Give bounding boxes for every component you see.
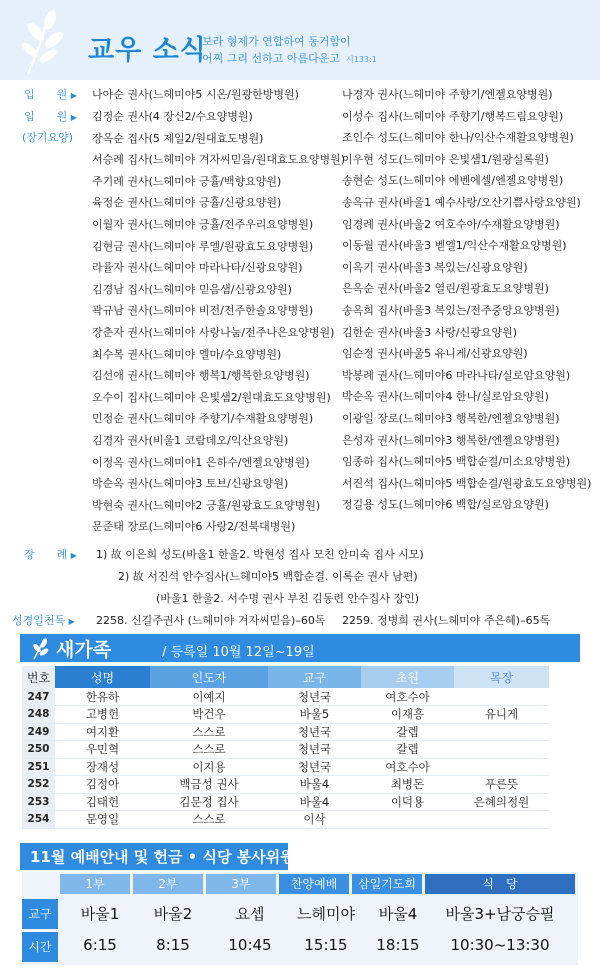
table-cell: 청년국 — [268, 688, 361, 706]
table-cell: 248 — [22, 706, 55, 724]
table-cell — [454, 811, 549, 829]
list-item: 육정순 권사(느헤미야 긍휼/신광요양원) — [92, 196, 282, 210]
table-cell: 252 — [22, 776, 55, 794]
service-group: 바울4 — [378, 905, 418, 923]
verse-line2: 어찌 그리 선하고 아름다운고 — [202, 52, 341, 65]
service-time: 6:15 — [83, 936, 117, 954]
col-header: 초원 — [361, 666, 454, 688]
list-item: 박순옥 권사(느헤미야4 한나/실로암요양원) — [342, 390, 549, 404]
verse-line1: 보라 형제가 연합하여 동거함이 — [202, 35, 351, 48]
service-row-label: 교구 — [22, 899, 58, 929]
service-time: 8:15 — [156, 936, 190, 954]
table-cell: 문영일 — [55, 811, 150, 829]
col-header: 목장 — [454, 666, 549, 688]
list-item: 오수이 집사(느헤미야 은빛샘2/원대효도요양병원) — [92, 390, 331, 404]
table-cell: 여지환 — [55, 723, 150, 741]
list-item: 이월자 권사(느헤미야 긍휼/전주우리요양병원) — [92, 218, 314, 231]
table-row — [22, 723, 549, 741]
list-item: 박현숙 권사(느헤미야2 긍휼/원광효도요양병원) — [92, 498, 321, 512]
table-cell: 스스로 — [150, 741, 268, 759]
table-row — [22, 793, 549, 811]
list-item: 정길용 성도(느헤미야6 백합/실로암요양원) — [342, 498, 549, 512]
service-title: 11월 예배안내 및 헌금 • 식당 봉사위원 — [30, 848, 295, 866]
newfamily-subtitle: / 등록일 10월 12일~19일 — [162, 645, 315, 660]
leaf-branch-icon — [14, 6, 74, 78]
table-row — [22, 706, 549, 724]
table-cell: 청년국 — [268, 723, 361, 741]
table-cell: 박건우 — [150, 706, 268, 724]
table-row — [22, 758, 549, 776]
list-item: 송옥규 권사(바울1 예수사랑/오산기쁨사랑요양원) — [342, 196, 581, 209]
list-item: 김경남 집사(느헤미야 믿음샘/신광요양원) — [92, 282, 292, 296]
service-group: 바울3+남궁승필 — [445, 905, 555, 923]
list-item: 김정순 권사(4 장신2/수요양병원) — [92, 110, 253, 123]
list-item: 이우현 성도(느헤미야 은빛샘1/원광실록원) — [342, 152, 549, 166]
table-cell: 김문정 집사 — [150, 793, 268, 811]
service-group: 요셉 — [235, 905, 265, 923]
service-group: 바울1 — [80, 905, 120, 923]
table-cell: 254 — [22, 811, 55, 829]
table-cell: 우민혁 — [55, 741, 150, 759]
list-item: 장옥순 집사(5 제일2/원대효도병원) — [92, 131, 264, 145]
list-item: 김경자 권사(비울1 코람데오/익산요양원) — [92, 434, 289, 447]
table-cell: 김정아 — [55, 776, 150, 794]
verse-reference: 시133:1 — [346, 55, 377, 64]
list-item: 서승례 집사(느헤미야 겨자씨믿음/원대효도요양병원) — [92, 153, 346, 167]
table-cell: 백금성 권사 — [150, 776, 268, 794]
table-cell: 청년국 — [268, 741, 361, 759]
list-item: 민정순 권사(느헤미야 주향기/수재활요양병원) — [92, 412, 314, 426]
table-cell — [454, 688, 549, 706]
list-item: 이광일 장로(느헤미야3 행복한/엔젤요양병원) — [342, 412, 560, 425]
admit-text: 나야순 권사(느헤미야5 시온/원광한방병원) — [92, 88, 299, 101]
table-cell: 이덕용 — [361, 793, 454, 811]
service-col-header: 삼일기도회 — [352, 874, 422, 894]
table-cell: 이삭 — [268, 811, 361, 829]
service-time: 15:15 — [304, 936, 348, 954]
service-group: 느헤미야 — [297, 905, 355, 923]
list-item: 문준태 장로(느헤미야6 사랑2/전북대병원) — [92, 520, 296, 534]
reading-item-1: 2258. 신길주권사 (느헤미야 겨자씨믿음)–60독 — [96, 614, 326, 627]
list-item: 이옥기 권사(바울3 복있는/신광요양원) — [342, 260, 528, 274]
table-cell: 스스로 — [150, 723, 268, 741]
list-item: 임경례 권사(바울2 여호수아/수재활요양병원) — [342, 217, 560, 231]
list-item: 송옥희 집사(바울3 복있는/전주중앙요양병원) — [342, 304, 560, 317]
list-item: 임순정 권사(바울5 유니게/신광요양원) — [342, 347, 528, 361]
list-item: 송현순 성도(느헤미야 에벤에셀/엔젤요양병원) — [342, 174, 564, 188]
list-item: 은옥순 권사(바울2 열린/원광효도요양병원) — [342, 282, 549, 296]
list-item: 박봉례 권사(느헤미야6 마라나타/실로암요양원) — [342, 368, 571, 382]
table-cell — [454, 723, 549, 741]
table-cell: 유니게 — [454, 706, 549, 724]
list-item: 주기례 권사(느헤미야 긍휼/백향요양원) — [92, 174, 282, 188]
funeral-item-1: 1) 故 이은희 성도(바울1 한울2. 박현성 집사 모친 안미숙 집사 시모) — [96, 548, 424, 561]
service-col-header: 2부 — [133, 874, 203, 894]
arrow-icon: ▶ — [68, 617, 75, 626]
col-header: 성명 — [55, 666, 150, 688]
table-cell — [454, 758, 549, 776]
funeral-item-3: (바울1 한울2. 서수명 권사 부친 김동련 안수집사 장인) — [156, 592, 420, 605]
funeral-label: 장 례 ▶ — [24, 548, 77, 561]
table-row — [22, 776, 549, 794]
list-item: 이동월 권사(바울3 벧엘1/익산수재활요양병원) — [342, 239, 567, 253]
list-item: 장춘자 권사(느헤미야 사랑나눔/전주나은요양병원) — [92, 326, 335, 339]
service-row-label: 시간 — [22, 932, 58, 962]
table-cell — [361, 811, 454, 829]
col-header: 인도자 — [150, 666, 268, 688]
list-item: 최수복 권사(느헤미야 엘마/수요양병원) — [92, 347, 282, 361]
table-cell: 250 — [22, 741, 55, 759]
table-cell: 여호수아 — [361, 688, 454, 706]
table-cell: 스스로 — [150, 811, 268, 829]
table-cell: 247 — [22, 688, 55, 706]
arrow-icon: ▶ — [70, 113, 77, 122]
service-col-header: 3부 — [206, 874, 276, 894]
list-item: 김현금 권사(느헤미야 루엘/원광효도요양병원) — [92, 239, 314, 253]
table-cell: 갈렙 — [361, 741, 454, 759]
table-cell: 장재성 — [55, 758, 150, 776]
table-cell: 251 — [22, 758, 55, 776]
table-cell: 바울4 — [268, 776, 361, 794]
table-cell: 청년국 — [268, 758, 361, 776]
col-header: 교구 — [268, 666, 361, 688]
table-cell: 갈렙 — [361, 723, 454, 741]
table-cell: 이예지 — [150, 688, 268, 706]
page-title: 교우 소식 — [88, 35, 207, 66]
table-cell: 한유하 — [55, 688, 150, 706]
list-item: 박순옥 권사(느헤미야3 토브/신광요양원) — [92, 477, 289, 491]
table-cell: 253 — [22, 793, 55, 811]
service-time: 10:45 — [228, 936, 272, 954]
arrow-icon: ▶ — [70, 91, 77, 100]
funeral-item-2: 2) 故 서진석 안수집사(느헤미야5 백합순결. 이록순 권사 남편) — [118, 570, 418, 583]
table-cell: 고병헌 — [55, 706, 150, 724]
table-row — [22, 811, 549, 829]
list-item: 조인수 성도(느헤미야 한나/익산수재활요양병원) — [342, 131, 574, 145]
service-time: 10:30~13:30 — [450, 936, 550, 954]
admit2-label: 입 원 ▶ — [24, 110, 77, 123]
arrow-icon: ▶ — [70, 551, 77, 560]
newfamily-title: 새가족 — [56, 639, 112, 661]
service-col-header: 식 당 — [425, 874, 575, 894]
table-cell: 바울4 — [268, 793, 361, 811]
table-row — [22, 688, 549, 706]
table-cell — [454, 741, 549, 759]
table-header-row — [22, 666, 549, 688]
list-item: 이성수 집사(느헤미야 주향기/행복드림요양원) — [342, 109, 564, 123]
list-item: 김선애 권사(느헤미야 행복1/행복한요양병원) — [92, 369, 310, 383]
table-cell: 푸른뜻 — [454, 776, 549, 794]
service-col-header: 1부 — [60, 874, 130, 894]
list-item: 라율자 권사(느헤미야 마라나타/신광요양원) — [92, 261, 303, 275]
table-cell: 바울5 — [268, 706, 361, 724]
table-cell: 249 — [22, 723, 55, 741]
care-label: (장기요양) — [22, 131, 74, 144]
table-row — [22, 741, 549, 759]
table-cell: 이재흥 — [361, 706, 454, 724]
reading-label: 성경일천독 ▶ — [12, 614, 75, 627]
list-item: 나경자 권사(느헤미야 주향기/엔젤요양병원) — [342, 88, 553, 101]
list-item: 이정옥 권사(느헤미야1 은하수/엔젤요양병원) — [92, 455, 310, 469]
bible-verse — [202, 33, 377, 68]
table-cell: 여호수아 — [361, 758, 454, 776]
service-group: 바울2 — [153, 905, 193, 923]
table-cell: 김태헌 — [55, 793, 150, 811]
reading-item-2: 2259. 정병희 권사(느헤미야 주은혜)–65독 — [342, 614, 551, 627]
table-cell: 이지용 — [150, 758, 268, 776]
list-item: 곽규남 권사(느헤미야 비전/전주한솔요양병원) — [92, 304, 314, 318]
list-item: 임종하 집사(느헤미야5 백합순결/미소요양병원) — [342, 455, 571, 469]
leaf-icon — [28, 637, 52, 661]
admit-label: 입 원 ▶ — [24, 88, 77, 101]
col-header: 번호 — [22, 666, 55, 688]
list-item: 은성자 권사(느헤미야3 행복한/엔젤요양병원) — [342, 433, 560, 447]
table-cell: 은혜의정원 — [454, 793, 549, 811]
list-item: 서진석 집사(느헤미야5 백합순결/원광효도요양병원) — [342, 476, 592, 490]
service-time: 18:15 — [376, 936, 420, 954]
table-cell: 최병돈 — [361, 776, 454, 794]
newfamily-table — [22, 666, 549, 829]
list-item: 김한순 권사(바울3 사랑/신광요양원) — [342, 325, 518, 339]
service-col-header: 찬양예배 — [279, 874, 349, 894]
